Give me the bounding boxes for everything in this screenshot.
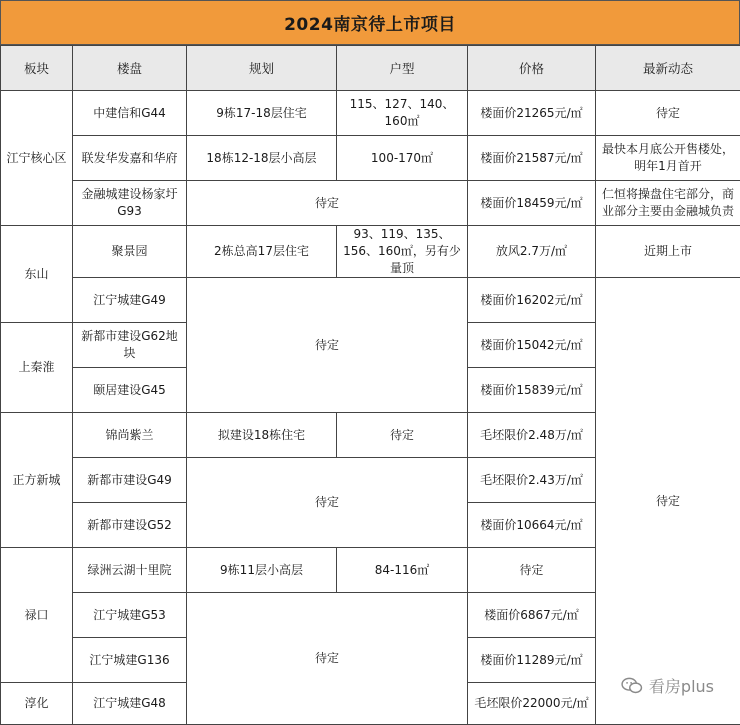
plan-cell: 18栋12-18层小高层	[187, 136, 337, 181]
unit-cell: 100-170㎡	[337, 136, 468, 181]
district-cell: 禄口	[1, 548, 73, 683]
plan-cell: 9栋17-18层住宅	[187, 91, 337, 136]
district-cell: 江宁核心区	[1, 91, 73, 226]
header-district: 板块	[1, 46, 73, 91]
project-cell: 聚景园	[73, 226, 187, 278]
table-row	[1, 91, 740, 136]
price-cell: 毛坯限价2.48万/㎡	[468, 413, 596, 458]
watermark	[621, 674, 714, 697]
table-title: 2024南京待上市项目	[284, 10, 456, 35]
plan-cell: 2栋总高17层住宅	[187, 226, 337, 278]
header-price: 价格	[468, 46, 596, 91]
unit-cell: 115、127、140、160㎡	[337, 91, 468, 136]
header-project: 楼盘	[73, 46, 187, 91]
unit-cell: 84-116㎡	[337, 548, 468, 593]
news-cell: 待定	[596, 91, 740, 136]
plan-cell: 拟建设18栋住宅	[187, 413, 337, 458]
projects-table	[0, 45, 740, 725]
project-cell: 颐居建设G45	[73, 368, 187, 413]
unit-cell: 待定	[337, 413, 468, 458]
price-cell: 楼面价15042元/㎡	[468, 323, 596, 368]
header-news: 最新动态	[596, 46, 740, 91]
project-cell: 江宁城建G48	[73, 683, 187, 725]
news-merged-cell: 待定	[596, 278, 740, 725]
district-cell: 正方新城	[1, 413, 73, 548]
price-cell: 楼面价16202元/㎡	[468, 278, 596, 323]
header-plan: 规划	[187, 46, 337, 91]
project-cell: 联发华发嘉和华府	[73, 136, 187, 181]
price-cell: 毛坯限价22000元/㎡	[468, 683, 596, 725]
plan-unit-merged-cell: 待定	[187, 278, 468, 413]
price-cell: 毛坯限价2.43万/㎡	[468, 458, 596, 503]
header-row	[1, 46, 740, 91]
project-cell: 新都市建设G52	[73, 503, 187, 548]
header-unit: 户型	[337, 46, 468, 91]
table-row	[1, 181, 740, 226]
unit-cell: 93、119、135、156、160㎡，另有少量顶	[337, 226, 468, 278]
table-title-bar	[0, 0, 740, 45]
district-cell: 淳化	[1, 683, 73, 725]
price-cell: 放风2.7万/㎡	[468, 226, 596, 278]
price-cell: 楼面价10664元/㎡	[468, 503, 596, 548]
project-cell: 金融城建设杨家圩G93	[73, 181, 187, 226]
table-row	[1, 226, 740, 278]
project-cell: 江宁城建G53	[73, 593, 187, 638]
price-cell: 楼面价6867元/㎡	[468, 593, 596, 638]
wechat-icon	[621, 677, 643, 695]
news-cell: 近期上市	[596, 226, 740, 278]
project-cell: 绿洲云湖十里院	[73, 548, 187, 593]
price-cell: 楼面价18459元/㎡	[468, 181, 596, 226]
district-cell: 上秦淮	[1, 323, 73, 413]
project-cell: 中建信和G44	[73, 91, 187, 136]
price-cell: 楼面价21587元/㎡	[468, 136, 596, 181]
plan-cell: 9栋11层小高层	[187, 548, 337, 593]
news-cell: 仁恒将操盘住宅部分，商业部分主要由金融城负责	[596, 181, 740, 226]
price-cell: 楼面价11289元/㎡	[468, 638, 596, 683]
project-cell: 新都市建设G49	[73, 458, 187, 503]
project-cell: 新都市建设G62地块	[73, 323, 187, 368]
table-row	[1, 278, 740, 323]
price-cell: 待定	[468, 548, 596, 593]
price-cell: 楼面价21265元/㎡	[468, 91, 596, 136]
plan-unit-merged-cell: 待定	[187, 181, 468, 226]
project-cell: 江宁城建G49	[73, 278, 187, 323]
news-cell: 最快本月底公开售楼处，明年1月首开	[596, 136, 740, 181]
project-cell: 锦尚紫兰	[73, 413, 187, 458]
price-cell: 楼面价15839元/㎡	[468, 368, 596, 413]
plan-unit-merged-cell: 待定	[187, 458, 468, 548]
district-cell: 东山	[1, 226, 73, 323]
plan-unit-merged-cell: 待定	[187, 593, 468, 725]
watermark-text: 看房plus	[649, 674, 714, 697]
table-row	[1, 136, 740, 181]
project-cell: 江宁城建G136	[73, 638, 187, 683]
